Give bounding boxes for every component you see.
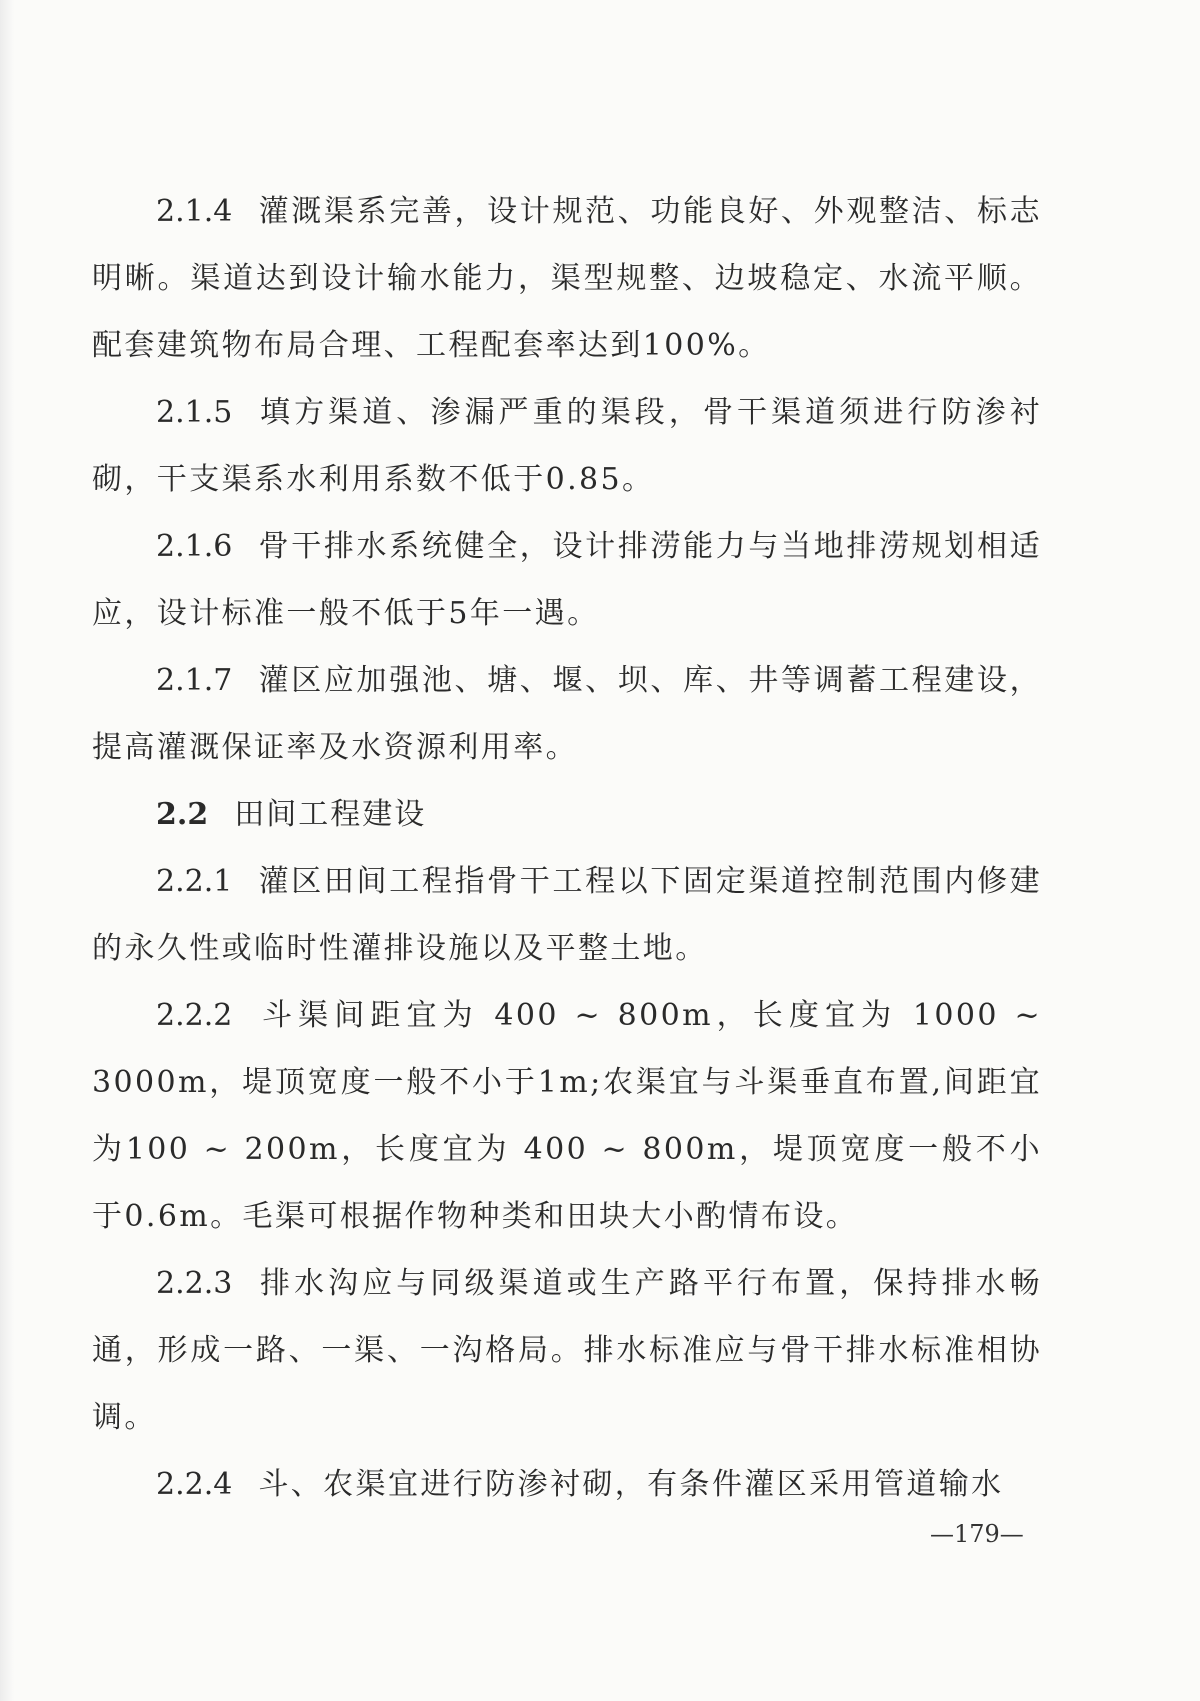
- section-title: 田间工程建设: [234, 797, 427, 832]
- document-body: [92, 178, 1042, 1518]
- paragraph-2-1-4: [92, 178, 1042, 379]
- clause-text: 灌溉渠系完善，设计规范、功能良好、外观整洁、标志明晰。渠道达到设计输水能力，渠型规整、边坡稳定、水流平顺。配套建筑物布局合理、工程配套率达到100%。: [92, 194, 1042, 363]
- section-number: 2.2: [156, 797, 209, 832]
- paragraph-2-2-3: [92, 1250, 1042, 1451]
- clause-number: 2.2.3: [156, 1266, 233, 1301]
- paragraph-2-2-2: [92, 982, 1042, 1250]
- clause-text: 排水沟应与同级渠道或生产路平行布置，保持排水畅通，形成一路、一渠、一沟格局。排水标准应与骨干排水标准相协调。: [92, 1266, 1042, 1435]
- clause-number: 2.2.1: [156, 864, 233, 899]
- clause-text: 骨干排水系统健全，设计排涝能力与当地排涝规划相适应，设计标准一般不低于5年一遇。: [92, 529, 1042, 631]
- clause-number: 2.1.5: [156, 395, 233, 430]
- paragraph-2-2-1: [92, 848, 1042, 982]
- paragraph-2-1-6: [92, 513, 1042, 647]
- clause-text: 斗、农渠宜进行防渗衬砌，有条件灌区采用管道输水: [258, 1467, 1004, 1502]
- section-heading-2-2: [92, 781, 1042, 848]
- paragraph-2-1-5: [92, 379, 1042, 513]
- clause-number: 2.1.4: [156, 194, 233, 229]
- clause-text: 灌区应加强池、塘、堰、坝、库、井等调蓄工程建设，提高灌溉保证率及水资源利用率。: [92, 663, 1042, 765]
- clause-text: 填方渠道、渗漏严重的渠段，骨干渠道须进行防渗衬砌，干支渠系水利用系数不低于0.85。: [92, 395, 1042, 497]
- clause-text: 斗渠间距宜为 400 ~ 800m，长度宜为 1000 ~ 3000m，堤顶宽度一般不小于1m;农渠宜与斗渠垂直布置,间距宜为100 ~ 200m，长度宜为 400 ~ 800m，堤顶宽度一般不小于0.6m。毛渠可根据作物种类和田块大小酌情布设。: [92, 998, 1042, 1234]
- clause-number: 2.1.6: [156, 529, 233, 564]
- page-number: —179—: [930, 1520, 1024, 1548]
- clause-number: 2.2.2: [156, 998, 233, 1033]
- clause-number: 2.2.4: [156, 1467, 233, 1502]
- paragraph-2-2-4: [92, 1451, 1042, 1518]
- clause-number: 2.1.7: [156, 663, 233, 698]
- paragraph-2-1-7: [92, 647, 1042, 781]
- clause-text: 灌区田间工程指骨干工程以下固定渠道控制范围内修建的永久性或临时性灌排设施以及平整土地。: [92, 864, 1042, 966]
- scan-edge-shadow: [0, 0, 14, 1701]
